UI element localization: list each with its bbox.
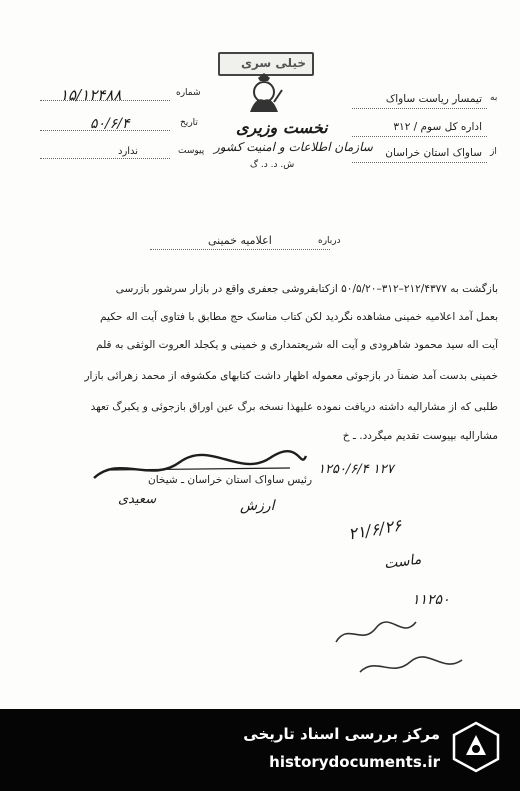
label-date: تاریخ [180,118,198,128]
site-name: مرکز بررسی اسناد تاریخی [243,725,440,743]
organization-name: سازمان اطلاعات و امنیت کشور [214,140,373,154]
annotation-date-number: ۱۲۵۰/۶/۴ ۱۲۷ [318,462,394,477]
annotation-initials: سعیدی [118,492,157,507]
body-line-5: طلبی که از مشارالیه داشته دریافت نموده علیهذا نسخه برگ عین اوراق بازجوئی و یکبرگ تعهد [90,401,498,413]
label-from: از [490,147,497,157]
lion-and-sun-emblem-icon [242,72,286,120]
recipient: تیمسار ریاست ساواک [385,93,482,105]
ministry-name: نخست وزیری [236,118,328,137]
department-line [352,136,487,137]
subject-line [150,249,330,250]
from-line [352,162,487,163]
label-subject: درباره [318,236,341,246]
label-attachment: پیوست [178,146,205,156]
document-number: ۱۵/۱۲۴۸۸ [60,86,122,104]
subject-value: اعلامیه خمینی [208,234,272,247]
annotation-evaluation: ارزش [240,498,275,514]
body-line-3: آیت اله سید محمود شاهرودی و آیت اله شریعتمداری و خمینی و یکجلد العروت الوثقی به قلم [96,339,498,351]
department: اداره کل سوم / ۳۱۲ [393,121,482,133]
handwritten-mark-icon [332,616,422,650]
handwritten-mark-2-icon [356,652,466,682]
annotation-note: ماست [383,551,423,573]
site-url: historydocuments.ir [269,753,440,771]
attachment-line [40,158,170,159]
label-number: شماره [176,88,201,98]
annotation-number: ۱۱۲۵۰ [412,592,450,608]
body-line-2: بعمل آمد اعلامیه خمینی مشاهده نگردید لکن کتاب مناسک حج مطابق با فتاوی آیت اله حکیم [100,311,498,323]
body-line-6: مشارالیه بپیوست تقدیم میگردد. ـ خ [342,430,498,442]
org-code: ش. د. د. گ [250,160,295,170]
annotation-date: ۲۱/۶/۲۶ [346,515,403,544]
body-line-4: خمینی بدست آمد ضمناً در بازجوئی معموله اظهار داشت کتابهای مکشوفه از محمد زهرائی بازار [84,370,498,382]
archive-logo-icon [450,721,502,773]
label-to: به [490,93,498,103]
sender: ساواک استان خراسان [385,147,482,159]
signature-title: رئیس ساواک استان خراسان ـ شیخان [148,474,313,486]
body-line-1: بازگشت به ۲۱۲/۴۳۷۷–۳۱۲–۵۰/۵/۲۰ ازکتابفروشی جعفری واقع در بازار سرشور بازرسی [115,283,498,295]
attachment-value: ندارد [118,146,139,157]
to-line [352,108,487,109]
footer-watermark [0,709,520,791]
document-date: ۵۰/۶/۴ [90,116,130,132]
classification-stamp-text: خیلی سری [240,56,306,70]
